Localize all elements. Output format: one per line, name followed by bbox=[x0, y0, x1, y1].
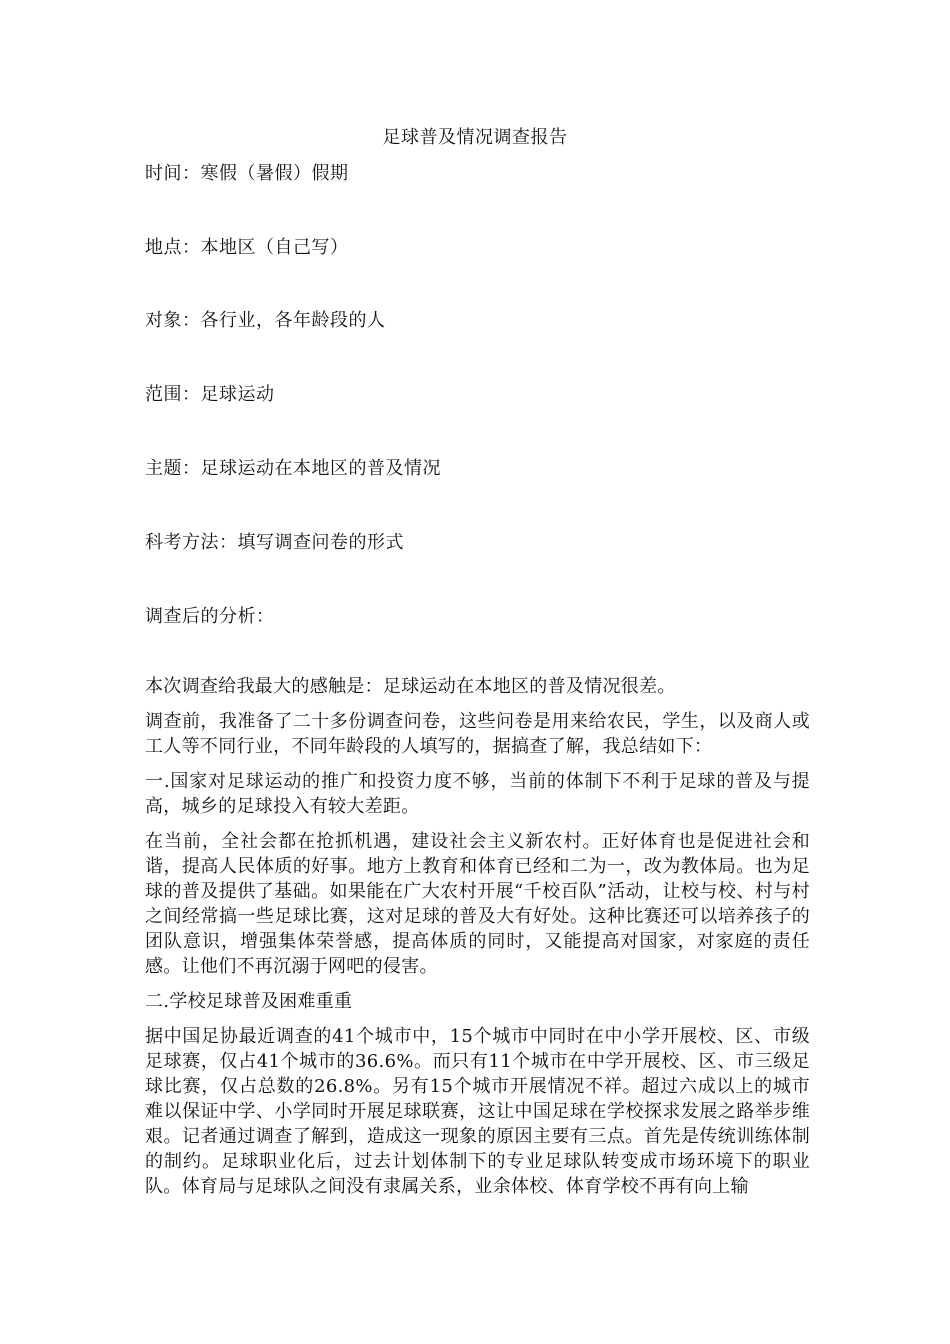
paragraph-preparation: 调查前，我准备了二十多份调查问卷，这些问卷是用来给农民，学生，以及商人或工人等不同行业，不同年龄段的人填写的，据搞查了解，我总结如下： bbox=[145, 711, 810, 757]
field-scope: 范围：足球运动 bbox=[145, 384, 275, 405]
paragraph-rural: 在当前，全社会都在抢抓机遇，建设社会主义新农村。正好体育也是促进社会和谐，提高人民体质的好事。地方上教育和体育已经和二为一，改为教体局。也为足球的普及提供了基础。如果能在广大农村开展“千校百队”活动，让校与校、村与村之间经常搞一些足球比赛，这对足球的普及大有好处。这种比赛还可以培养孩子的团队意识，增强集体荣誉感，提高体质的同时，又能提高对国家，对家庭的责任感。让他们不再沉溺于网吧的侵害。 bbox=[145, 831, 810, 977]
paragraph-point-one: 一.国家对足球运动的推广和投资力度不够，当前的体制下不利于足球的普及与提高，城乡的足球投入有较大差距。 bbox=[145, 771, 810, 817]
field-target: 对象：各行业，各年龄段的人 bbox=[145, 310, 386, 331]
field-analysis: 调查后的分析： bbox=[145, 606, 275, 627]
field-place: 地点：本地区（自己写） bbox=[145, 237, 349, 258]
paragraph-summary: 本次调查给我最大的感触是：足球运动在本地区的普及情况很差。 bbox=[145, 676, 676, 697]
field-theme: 主题：足球运动在本地区的普及情况 bbox=[145, 458, 441, 479]
paragraph-point-two: 二.学校足球普及困难重重 bbox=[145, 991, 353, 1012]
document-title: 足球普及情况调查报告 bbox=[382, 127, 568, 148]
paragraph-school-survey: 据中国足协最近调查的41个城市中，15个城市中同时在中小学开展校、区、市级足球赛，仅占41个城市的36.6%。而只有11个城市在中学开展校、区、市三级足球比赛，仅占总数的26.8%。另有15个城市开展情况不祥。超过六成以上的城市难以保证中学、小学同时开展足球联赛，这让中国足球在学校探求发展之路举步维艰。记者通过调查了解到，造成这一现象的原因主要有三点。首先是传统训练体制的制约。足球职业化后，过去计划体制下的专业足球队转变成市场环境下的职业队。体育局与足球队之间没有隶属关系，业余体校、体育学校不再有向上输 bbox=[145, 1026, 810, 1197]
field-time: 时间：寒假（暑假）假期 bbox=[145, 163, 349, 184]
report-body bbox=[145, 674, 810, 1209]
field-method: 科考方法：填写调查问卷的形式 bbox=[145, 532, 404, 553]
